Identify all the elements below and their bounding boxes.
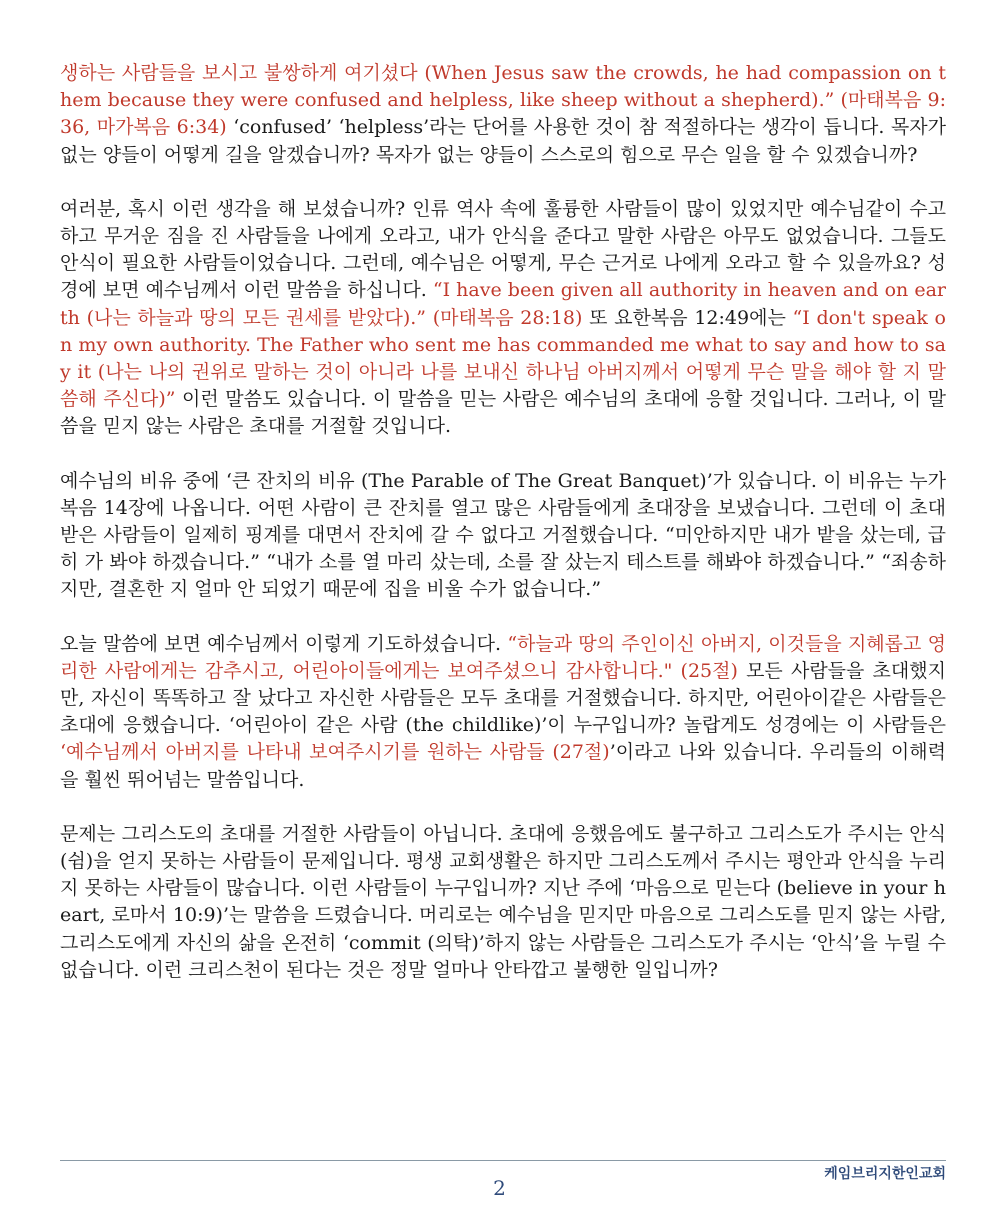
- paragraph-5: [60, 821, 946, 984]
- text-segment: 모든 사람들을 초대했지만, 자신이 똑똑하고 잘 났다고 자신한 사람들은 모두 초대를 거절했습니다. 하지만, 어린아이같은 사람들은 초대에 응했습니다. ‘어린아이 같은 사람 (the childlike)’이 누구입니까? 놀랍게도 성경에는 이 사람들은: [60, 659, 946, 737]
- text-segment: “I have been given all authority in heaven and on earth (나는 하늘과 땅의 모든 권세를 받았다).” (마태복음 28:18): [60, 279, 947, 329]
- text-segment: 여러분, 혹시 이런 생각을 해 보셨습니까? 인류 역사 속에 훌륭한 사람들이 많이 있었지만 예수님같이 수고하고 무거운 짐을 진 사람들을 나에게 오라고, 내가 안식을 준다고 말한 사람은 아무도 없었습니다. 그들도 안식이 필요한 사람들이었습니다. 그런데, 예수님은 어떻게, 무슨 근거로 나에게 오라고 할 수 있을까요? 성경에 보면 예수님께서 이런 말씀을 하십니다.: [60, 197, 946, 302]
- text-segment: ‘confused’ ‘helpless’라는 단어를 사용한 것이 참 적절하다는 생각이 듭니다. 목자가 없는 양들이 어떻게 길을 알겠습니까? 목자가 없는 양들이 스스로의 힘으로 무슨 일을 할 수 있겠습니까?: [60, 116, 946, 166]
- page-number: 2: [493, 1176, 506, 1200]
- text-segment: 문제는 그리스도의 초대를 거절한 사람들이 아닙니다. 초대에 응했음에도 불구하고 그리스도가 주시는 안식 (쉼)을 얻지 못하는 사람들이 문제입니다. 평생 교회생활은 하지만 그리스도께서 주시는 평안과 안식을 누리지 못하는 사람들이 많습니다. 이런 사람들이 누구입니까? 지난 주에 ‘마음으로 믿는다 (believe in your heart, 로마서 10:9)’는 말씀을 드렸습니다. 머리로는 예수님을 믿지만 마음으로 그리스도를 믿지 않는 사람, 그리스도에게 자신의 삶을 온전히 ‘commit (의탁)’하지 않는 사람들은 그리스도가 주시는 ‘안식’을 누릴 수 없습니다. 이런 크리스천이 된다는 것은 정말 얼마나 안타깝고 불행한 일입니까?: [60, 822, 946, 981]
- text-segment: 또 요한복음 12:49에는: [582, 306, 793, 329]
- text-segment: ’이라고 나와 있습니다. 우리들의 이해력을 훨씬 뛰어넘는 말씀입니다.: [60, 741, 946, 791]
- paragraph-3: [60, 468, 946, 604]
- text-segment: “하늘과 땅의 주인이신 아버지, 이것들을 지혜롭고 영리한 사람에게는 감추시고, 어린아이들에게는 보여주셨으니 감사합니다." (25절): [60, 632, 946, 682]
- text-segment: ‘예수님께서 아버지를 나타내 보여주시기를 원하는 사람들 (27절): [60, 741, 610, 764]
- text-segment: “I don't speak on my own authority. The Father who sent me has commanded me what to say and how to say it (나는 나의 권위로 말하는 것이 아니라 나를 보내신 하나님 아버지께서 어떻게 무슨 말을 해야 할 지 말씀해 주신다)”: [60, 306, 946, 411]
- paragraph-1: [60, 60, 946, 169]
- footer-divider: [60, 1160, 946, 1161]
- paragraph-2: [60, 196, 946, 441]
- text-segment: 오늘 말씀에 보면 예수님께서 이렇게 기도하셨습니다.: [60, 632, 508, 655]
- text-segment: 이런 말씀도 있습니다. 이 말씀을 믿는 사람은 예수님의 초대에 응할 것입니다. 그러나, 이 말씀을 믿지 않는 사람은 초대를 거절할 것입니다.: [60, 388, 947, 438]
- paragraph-4: [60, 631, 946, 794]
- document-body: [60, 60, 946, 1011]
- text-segment: 생하는 사람들을 보시고 불쌍하게 여기셨다 (When Jesus saw the crowds, he had compassion on them because they were confused and helpless, like sheep without a shepherd).” (마태복음 9:36, 마가복음 6:34): [60, 62, 946, 139]
- church-name: 케임브리지한인교회: [824, 1166, 946, 1182]
- text-segment: 예수님의 비유 중에 ‘큰 잔치의 비유 (The Parable of The Great Banquet)’가 있습니다. 이 비유는 누가복음 14장에 나옵니다. 어떤 사람이 큰 잔치를 열고 많은 사람들에게 초대장을 보냈습니다. 그런데 이 초대받은 사람들이 일제히 핑계를 대면서 잔치에 갈 수 없다고 거절했습니다. “미안하지만 내가 밭을 샀는데, 급히 가 봐야 하겠습니다.” “내가 소를 열 마리 샀는데, 소를 잘 샀는지 테스트를 해봐야 하겠습니다.” “죄송하지만, 결혼한 지 얼마 안 되었기 때문에 집을 비울 수가 없습니다.”: [60, 469, 946, 601]
